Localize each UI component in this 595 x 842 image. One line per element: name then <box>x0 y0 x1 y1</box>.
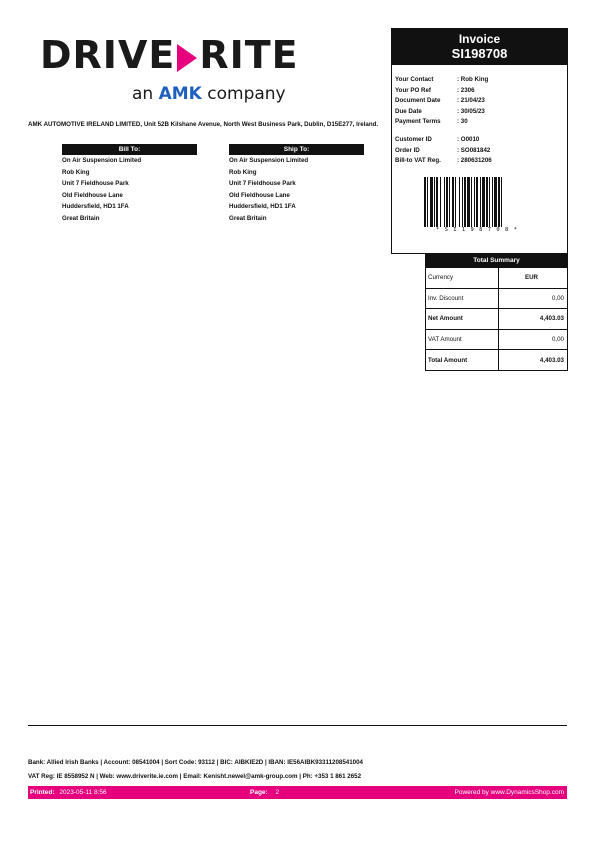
summary-title: Total Summary <box>426 255 567 267</box>
ship-to-line: Rob King <box>229 168 257 176</box>
tagline-brand: AMK <box>158 84 202 104</box>
ship-to-line: On Air Suspension Limited <box>229 157 309 164</box>
summary-row-currency <box>426 267 567 288</box>
meta-value: : 21/04/23 <box>457 97 485 105</box>
barcode-digits: * S I 1 9 8 7 0 8 * <box>436 226 518 233</box>
summary-row-vat <box>426 329 567 350</box>
total-summary <box>425 254 568 371</box>
meta-row <box>395 117 567 128</box>
summary-value: 0,00 <box>551 336 564 344</box>
ship-to-line: Huddersfield, HD1 1FA <box>229 203 296 210</box>
logo-wordmark <box>40 33 299 77</box>
ship-to-line: Unit 7 Fieldhouse Park <box>229 180 296 187</box>
meta-label: Your PO Ref <box>395 86 431 94</box>
meta-value: : 280631206 <box>457 157 492 165</box>
logo-arrow-icon <box>177 44 197 72</box>
ship-to-heading: Ship To: <box>229 144 364 155</box>
page-group <box>250 786 279 799</box>
meta-row <box>395 107 567 118</box>
invoice-box <box>391 28 568 254</box>
summary-label: Net Amount <box>426 309 499 329</box>
meta-row <box>395 135 567 146</box>
meta-value: : SO081842 <box>457 146 491 154</box>
footer-bar <box>28 786 567 799</box>
meta-value: : 30 <box>457 118 468 126</box>
invoice-title: Invoice <box>458 32 501 46</box>
logo-word-right: RITE <box>199 33 299 77</box>
meta-row <box>395 86 567 97</box>
tagline-prefix: an <box>132 84 154 104</box>
summary-label: Inv. Discount <box>426 289 499 309</box>
summary-value: 0,00 <box>551 294 564 302</box>
meta-label: Customer ID <box>395 135 432 143</box>
logo-tagline <box>132 84 299 104</box>
bill-to-line: Great Britain <box>62 214 100 222</box>
meta-label: Payment Terms <box>395 118 441 126</box>
meta-row <box>395 75 567 86</box>
powered-by: Powered by www.DynamicsShop.com <box>454 789 564 796</box>
meta-row <box>395 156 567 167</box>
invoice-number: SI198708 <box>451 46 508 61</box>
bill-to-block <box>62 144 197 224</box>
printed-label: Printed: <box>30 789 55 796</box>
company-address: AMK AUTOMOTIVE IRELAND LIMITED, Unit 52B Kilshane Avenue, North West Business Park, Dublin, D15E277, Ireland. <box>28 121 379 128</box>
bill-to-heading: Bill To: <box>62 144 197 155</box>
logo-word-left: DRIVE <box>40 33 176 77</box>
summary-label: Currency <box>426 268 499 288</box>
bill-to-line: On Air Suspension Limited <box>62 157 142 164</box>
meta-row <box>395 96 567 107</box>
summary-value: 4,403.03 <box>539 356 564 364</box>
logo <box>40 33 299 104</box>
summary-value: 4,403.03 <box>539 315 564 323</box>
bill-to-lines <box>62 155 197 224</box>
bill-to-line: Old Fieldhouse Lane <box>62 191 123 199</box>
meta-value: : O0010 <box>457 135 480 143</box>
meta-value: : 2306 <box>457 86 475 94</box>
summary-row-total <box>426 349 567 370</box>
bill-to-line: Huddersfield, HD1 1FA <box>62 203 129 210</box>
printed-value: 2023-05-11 8:56 <box>59 789 107 796</box>
summary-label: Total Amount <box>426 350 499 370</box>
meta-row <box>395 146 567 157</box>
meta-label: Your Contact <box>395 76 434 83</box>
footer-divider <box>28 725 567 726</box>
meta-label: Bill-to VAT Reg. <box>395 157 441 165</box>
printed-group <box>30 786 107 799</box>
meta-value: : Rob King <box>457 76 489 83</box>
footer-contact-line: VAT Reg: IE 8558952 N | Web: www.driverite.ie.com | Email: Kenisht.newel@amk-group.com | Ph: +353 1 861 2652 <box>28 773 362 780</box>
summary-value: EUR <box>524 274 539 282</box>
meta-label: Order ID <box>395 146 420 154</box>
tagline-suffix: company <box>207 84 286 104</box>
barcode-image <box>424 177 530 227</box>
invoice-header <box>392 29 567 65</box>
ship-to-line: Old Fieldhouse Lane <box>229 191 290 199</box>
ship-to-line: Great Britain <box>229 214 267 222</box>
meta-value: : 30/05/23 <box>457 107 485 115</box>
ship-to-block <box>229 144 364 224</box>
page-label: Page: <box>250 789 268 796</box>
invoice-meta-bottom <box>392 128 567 167</box>
footer-bank-line: Bank: Allied Irish Banks | Account: 08541004 | Sort Code: 93112 | BIC: AIBKIE2D | IBAN: IE56AIBK93311208541004 <box>28 759 363 766</box>
meta-label: Due Date <box>395 107 422 115</box>
summary-row-net <box>426 308 567 329</box>
summary-label: VAT Amount <box>426 330 499 350</box>
meta-label: Document Date <box>395 97 441 105</box>
bill-to-line: Rob King <box>62 168 90 176</box>
page-value: 2 <box>275 789 280 796</box>
invoice-meta-top <box>392 65 567 128</box>
barcode-wrap <box>424 177 530 233</box>
bill-to-line: Unit 7 Fieldhouse Park <box>62 180 129 187</box>
barcode-bar <box>502 177 504 227</box>
summary-row-discount <box>426 288 567 309</box>
ship-to-lines <box>229 155 364 224</box>
